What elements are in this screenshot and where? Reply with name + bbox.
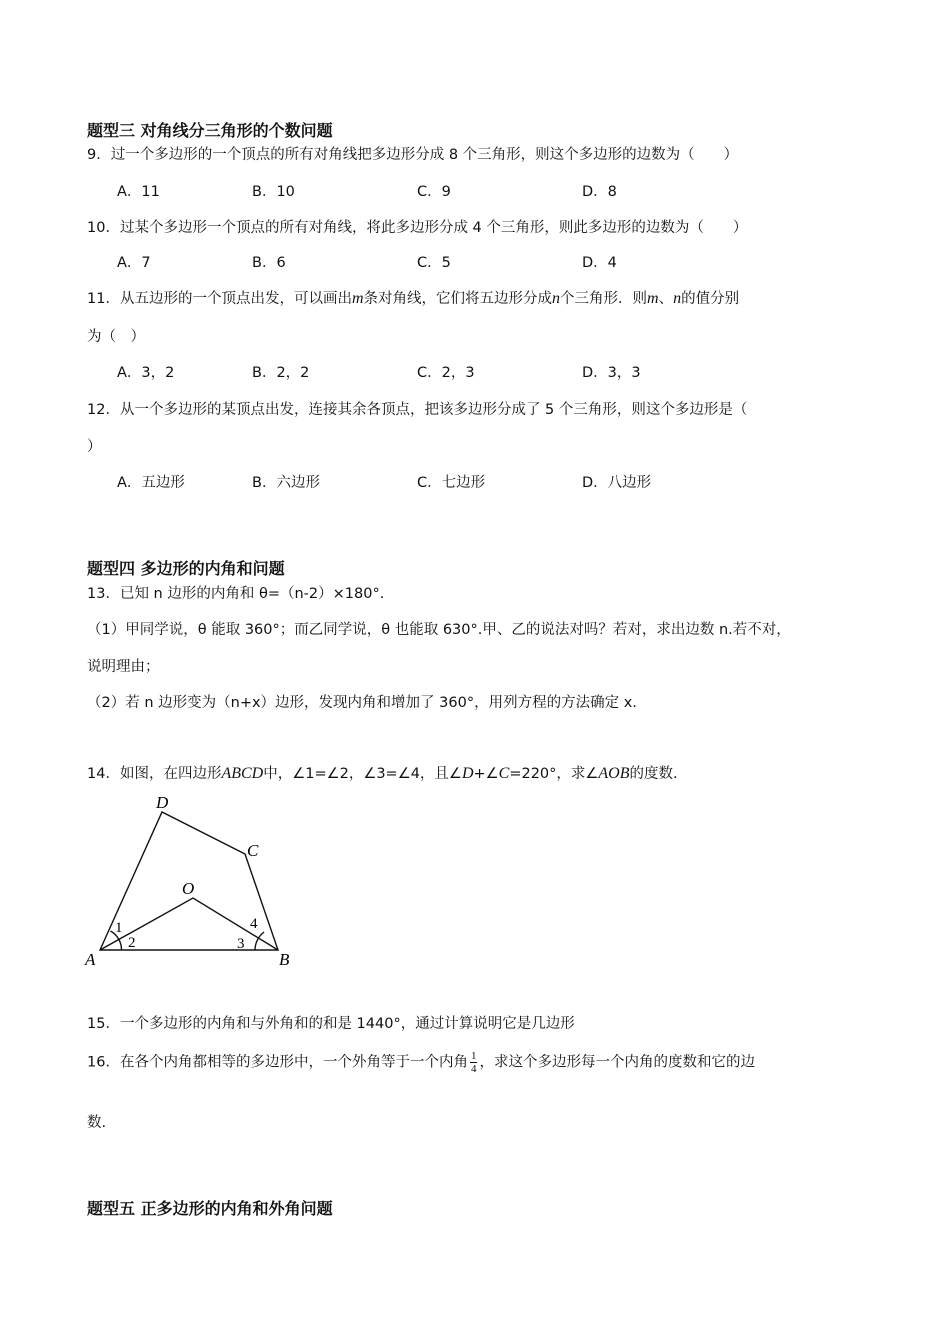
q14-text	[87, 762, 678, 783]
q16-line1	[87, 1050, 755, 1075]
fraction-numerator: 1	[470, 1050, 477, 1062]
q13-line2: （1）甲同学说，θ 能取 360°；而乙同学说，θ 也能取 630°.甲、乙的说法对吗？若对，求出边数 n.若不对，	[87, 622, 791, 638]
q12-line2: ）	[87, 439, 102, 455]
q11-option-d: D．3，3	[582, 365, 641, 381]
section3-heading: 题型三 对角线分三角形的个数问题	[87, 121, 333, 140]
label-angle-1: 1	[115, 920, 123, 936]
q11-line1	[87, 287, 739, 308]
q15-text: 15．一个多边形的内角和与外角和的和是 1440°，通过计算说明它是几边形	[87, 1016, 575, 1032]
q9-option-b: B．10	[252, 184, 295, 200]
q12-option-b: B．六边形	[252, 475, 320, 491]
q13-line3: 说明理由；	[87, 659, 160, 675]
q14-var-aob: AOB	[598, 765, 630, 782]
fraction-one-quarter	[470, 1050, 478, 1075]
quadrilateral-figure	[80, 790, 310, 975]
q11-part1: 11．从五边形的一个顶点出发，可以画出	[87, 291, 352, 307]
label-b: B	[279, 950, 290, 969]
q10-option-c: C．5	[417, 255, 451, 271]
q11-option-a: A．3，2	[117, 365, 175, 381]
q14-part5: 的度数.	[629, 766, 678, 782]
q10-option-d: D．4	[582, 255, 617, 271]
q9-text: 9．过一个多边形的一个顶点的所有对角线把多边形分成 8 个三角形，则这个多边形的边数为（ ）	[87, 147, 739, 163]
label-angle-3: 3	[237, 936, 245, 952]
label-angle-4: 4	[250, 916, 258, 932]
q13-line4: （2）若 n 边形变为（n+x）边形，发现内角和增加了 360°，用列方程的方法确定 x.	[87, 695, 637, 711]
q11-option-b: B．2，2	[252, 365, 310, 381]
q9-option-d: D．8	[582, 184, 617, 200]
q12-option-d: D．八边形	[582, 475, 652, 491]
label-o: O	[182, 879, 195, 898]
q10-text: 10．过某个多边形一个顶点的所有对角线，将此多边形分成 4 个三角形，则此多边形的边数为（ ）	[87, 220, 748, 236]
q12-option-a: A．五边形	[117, 475, 185, 491]
q16-part1: 16．在各个内角都相等的多边形中，一个外角等于一个内角	[87, 1054, 468, 1071]
q12-option-c: C．七边形	[417, 475, 486, 491]
q10-option-a: A．7	[117, 255, 151, 271]
q9-option-a: A．11	[117, 184, 160, 200]
q16-line2: 数.	[87, 1115, 107, 1131]
q14-var-abcd: ABCD	[221, 765, 264, 782]
section5-heading: 题型五 正多边形的内角和外角问题	[87, 1199, 333, 1218]
q14-part1: 14．如图，在四边形	[87, 766, 222, 782]
q11-part2: 条对角线，它们将五边形分成	[363, 291, 553, 307]
q11-option-c: C．2，3	[417, 365, 475, 381]
q14-part4: =220°，求∠	[509, 766, 599, 782]
label-c: C	[247, 841, 259, 860]
label-d: D	[156, 793, 169, 812]
label-angle-2: 2	[128, 935, 136, 951]
q11-var-m: m	[351, 290, 364, 307]
q14-part2: 中，∠1=∠2，∠3=∠4，且∠	[263, 766, 462, 782]
fraction-denominator: 4	[470, 1063, 477, 1075]
q11-part3: 个三角形．则	[560, 291, 648, 307]
q13-line1: 13．已知 n 边形的内角和 θ=（n-2）×180°.	[87, 586, 385, 602]
q14-part3: +∠	[473, 766, 499, 782]
q16-part2: ，求这个多边形每一个内角的度数和它的边	[479, 1054, 755, 1071]
q11-line2: 为（ ）	[87, 329, 145, 345]
q14-var-d: D	[461, 765, 474, 782]
label-a: A	[85, 950, 96, 969]
q12-text: 12．从一个多边形的某顶点出发，连接其余各顶点，把该多边形分成了 5 个三角形，则这个多边形是（	[87, 402, 748, 418]
q11-var-n: n	[552, 290, 561, 307]
q11-var-n2: n	[673, 290, 682, 307]
q10-option-b: B．6	[252, 255, 286, 271]
q11-part5: 的值分别	[681, 291, 740, 307]
section4-heading: 题型四 多边形的内角和问题	[87, 559, 285, 578]
q9-option-c: C．9	[417, 184, 451, 200]
q11-var-m2: m	[647, 290, 659, 307]
q14-var-c: C	[498, 765, 510, 782]
q11-part4: 、	[658, 291, 674, 307]
